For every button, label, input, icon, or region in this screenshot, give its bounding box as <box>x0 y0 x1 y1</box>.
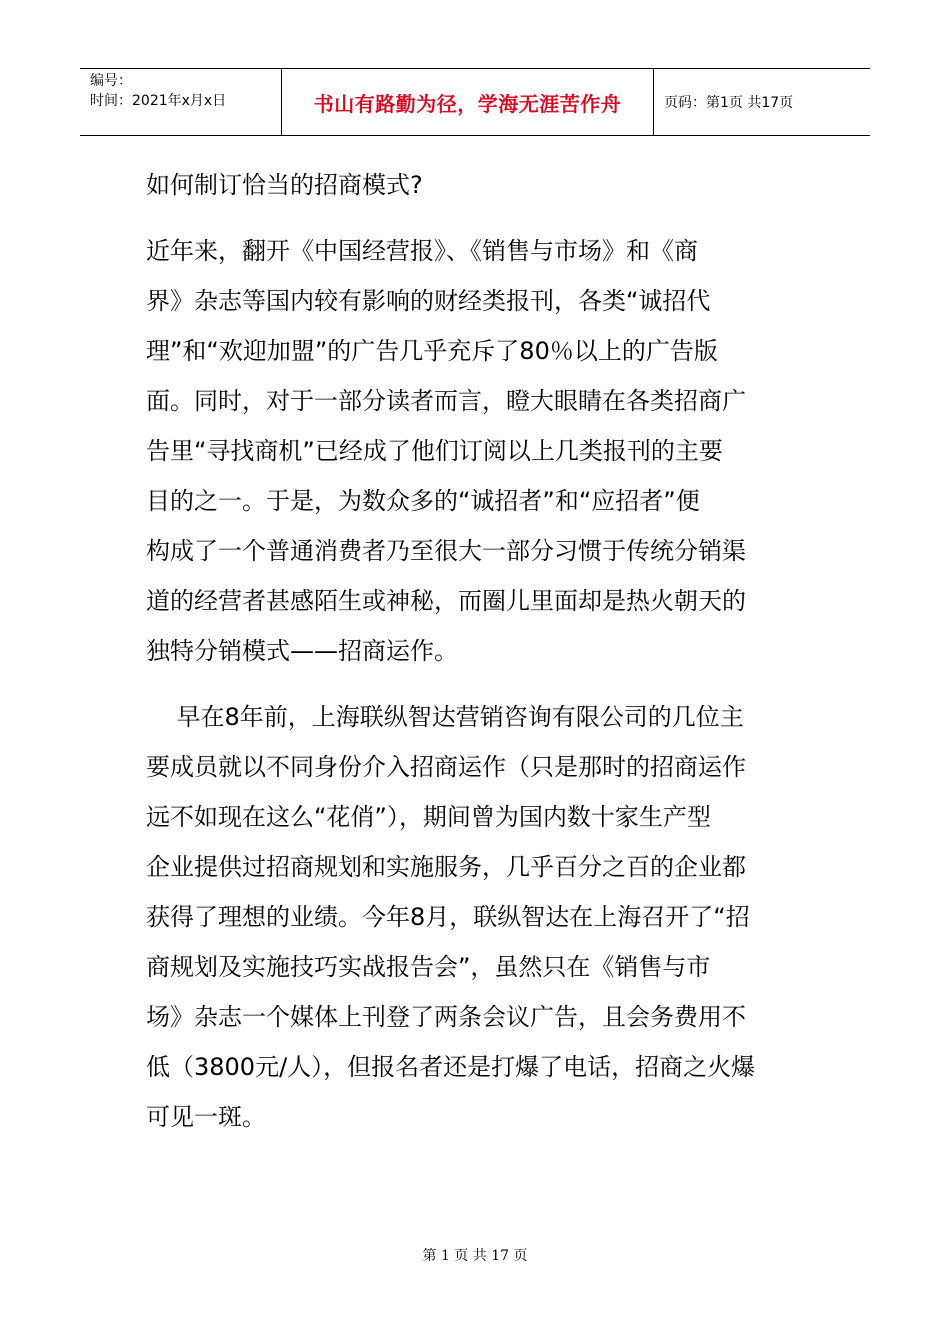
text-line: 界》杂志等国内较有影响的财经类报刊，各类“诚招代 <box>146 287 711 315</box>
text-line: 独特分销模式——招商运作。 <box>146 637 458 665</box>
text-line: 可见一斑。 <box>146 1103 266 1131</box>
text-line: 构成了一个普通消费者乃至很大一部分习惯于传统分销渠 <box>146 537 746 565</box>
document-header <box>80 68 870 136</box>
text-line: 早在8年前，上海联纵智达营销咨询有限公司的几位主 <box>146 703 744 731</box>
text-line: 目的之一。于是，为数众多的“诚招者”和“应招者”便 <box>146 487 700 515</box>
text-line: 面。同时，对于一部分读者而言，瞪大眼睛在各类招商广 <box>146 387 746 415</box>
text-line: 近年来，翻开《中国经营报》、《销售与市场》和《商 <box>146 237 698 265</box>
code-label: 编号： <box>90 73 132 89</box>
text-line: 理”和“欢迎加盟”的广告几乎充斥了80％以上的广告版 <box>146 337 718 365</box>
text-line: 远不如现在这么“花俏”），期间曾为国内数十家生产型 <box>146 803 711 831</box>
page-footer <box>0 1245 950 1265</box>
motto-text: 书山有路勤为径，学海无涯苦作舟 <box>313 91 622 116</box>
text-line: 获得了理想的业绩。今年8月，联纵智达在上海召开了“招 <box>146 903 750 931</box>
time-label: 时间：2021年x月x日 <box>90 93 227 109</box>
paragraph-2 <box>146 692 826 1142</box>
header-meta-cell <box>80 69 282 135</box>
text-line: 场》杂志一个媒体上刊登了两条会议广告，且会务费用不 <box>146 1003 746 1031</box>
page-info: 页码：第1页 共17页 <box>664 95 794 111</box>
document-title: 如何制订恰当的招商模式? <box>146 171 423 199</box>
text-line: 低（3800元/人），但报名者还是打爆了电话，招商之火爆 <box>146 1053 756 1081</box>
text-line: 道的经营者甚感陌生或神秘，而圈儿里面却是热火朝天的 <box>146 587 746 615</box>
text-line: 企业提供过招商规划和实施服务，几乎百分之百的企业都 <box>146 853 746 881</box>
footer-page-number: 第 1 页 共 17 页 <box>422 1248 528 1264</box>
paragraph-1 <box>146 226 826 676</box>
header-motto-cell <box>282 69 654 135</box>
text-line: 商规划及实施技巧实战报告会”，虽然只在《销售与市 <box>146 953 711 981</box>
text-line: 告里“寻找商机”已经成了他们订阅以上几类报刊的主要 <box>146 437 723 465</box>
text-line: 要成员就以不同身份介入招商运作（只是那时的招商运作 <box>146 753 746 781</box>
header-page-cell <box>654 69 870 135</box>
document-body <box>146 160 826 1142</box>
